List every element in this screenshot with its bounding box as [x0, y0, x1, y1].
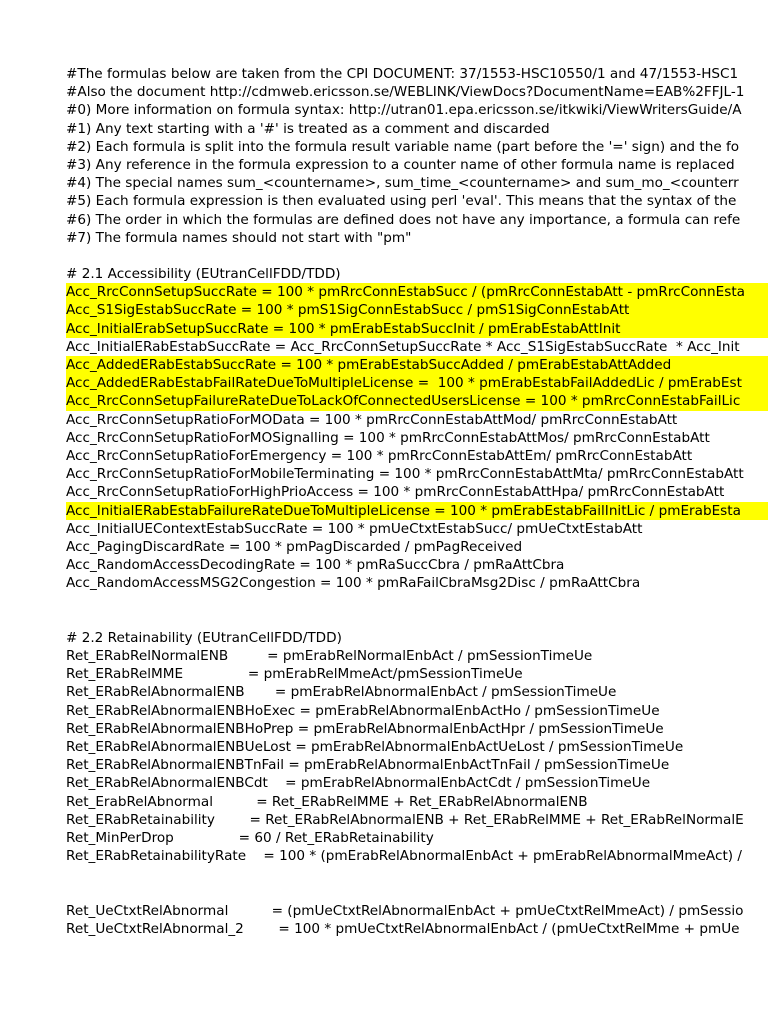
formula-line: Acc_RrcConnSetupRatioForMobileTerminating = 100 * pmRrcConnEstabAttMta/ pmRrcConnEstabAtt: [66, 466, 744, 483]
comment-line: #5) Each formula expression is then evaluated using perl 'eval'. This means that the syntax of the: [66, 193, 737, 210]
formula-line: Ret_MinPerDrop = 60 / Ret_ERabRetainability: [66, 829, 434, 846]
formula-line: Acc_RrcConnSetupRatioForMOSignalling = 100 * pmRrcConnEstabAttMos/ pmRrcConnEstabAtt: [66, 429, 710, 446]
formula-line: Ret_ERabRelMME = pmErabRelMmeAct/pmSessionTimeUe: [66, 666, 523, 683]
highlighted-formula-line: Acc_InitialERabEstabFailureRateDueToMultipleLicense = 100 * pmErabEstabFailInitLic / pmErabEsta: [66, 502, 768, 520]
highlighted-formula-line: Acc_S1SigEstabSuccRate = 100 * pmS1SigConnEstabSucc / pmS1SigConnEstabAtt: [66, 301, 768, 319]
comment-line: #3) Any reference in the formula expression to a counter name of other formula name is replaced: [66, 156, 735, 173]
highlighted-formula-line: Acc_AddedERabEstabSuccRate = 100 * pmErabEstabSuccAdded / pmErabEstabAttAdded: [66, 356, 768, 374]
highlighted-formula-line: Acc_InitialErabSetupSuccRate = 100 * pmErabEstabSuccInit / pmErabEstabAttInit: [66, 320, 768, 338]
highlighted-formula-line: Acc_RrcConnSetupFailureRateDueToLackOfConnectedUsersLicense = 100 * pmRrcConnEstabFailLic: [66, 392, 768, 410]
formula-line: Ret_UeCtxtRelAbnormal_2 = 100 * pmUeCtxtRelAbnormalEnbAct / (pmUeCtxtRelMme + pmUe: [66, 920, 740, 937]
formula-line: Ret_ERabRelAbnormalENBTnFail = pmErabRelAbnormalEnbActTnFail / pmSessionTimeUe: [66, 757, 670, 774]
comment-line: #4) The special names sum_<countername>, sum_time_<countername> and sum_mo_<counterr: [66, 175, 739, 192]
formula-document: [66, 65, 768, 938]
comment-line: #The formulas below are taken from the CPI DOCUMENT: 37/1553-HSC10550/1 and 47/1553-HSC1: [66, 66, 739, 82]
formula-line: Ret_ERabRelAbnormalENBHoPrep = pmErabRelAbnormalEnbActHpr / pmSessionTimeUe: [66, 720, 664, 737]
highlighted-formula-line: Acc_RrcConnSetupSuccRate = 100 * pmRrcConnEstabSucc / (pmRrcConnEstabAtt - pmRrcConnEsta: [66, 283, 768, 301]
formula-line: Acc_RandomAccessDecodingRate = 100 * pmRaSuccCbra / pmRaAttCbra: [66, 557, 565, 574]
formula-line: Ret_ERabRelAbnormalENBCdt = pmErabRelAbnormalEnbActCdt / pmSessionTimeUe: [66, 775, 651, 792]
formula-line: Ret_ERabRelAbnormalENBUeLost = pmErabRelAbnormalEnbActUeLost / pmSessionTimeUe: [66, 738, 684, 755]
formula-line: Acc_RandomAccessMSG2Congestion = 100 * pmRaFailCbraMsg2Disc / pmRaAttCbra: [66, 575, 641, 592]
formula-line: Ret_ERabRelNormalENB = pmErabRelNormalEnbAct / pmSessionTimeUe: [66, 648, 593, 664]
formula-line: Acc_PagingDiscardRate = 100 * pmPagDiscarded / pmPagReceived: [66, 538, 523, 555]
formula-line: Acc_RrcConnSetupRatioForEmergency = 100 * pmRrcConnEstabAttEm/ pmRrcConnEstabAtt: [66, 447, 693, 464]
formula-line: Ret_ERabRetainabilityRate = 100 * (pmErabRelAbnormalEnbAct + pmErabRelAbnormalMmeAct) /: [66, 848, 743, 865]
highlighted-formula-line: Acc_AddedERabEstabFailRateDueToMultipleLicense = 100 * pmErabEstabFailAddedLic / pmErabEst: [66, 374, 768, 392]
comment-line: #Also the document http://cdmweb.ericsson.se/WEBLINK/ViewDocs?DocumentName=EAB%2FFJL-1: [66, 84, 745, 101]
formula-line: Acc_RrcConnSetupRatioForHighPrioAccess = 100 * pmRrcConnEstabAttHpa/ pmRrcConnEstabAtt: [66, 484, 725, 501]
formula-line: Ret_ERabRelAbnormalENBHoExec = pmErabRelAbnormalEnbActHo / pmSessionTimeUe: [66, 702, 660, 719]
comment-line: # 2.1 Accessibility (EUtranCellFDD/TDD): [66, 266, 341, 283]
blank-line: [66, 883, 768, 901]
comment-line: #6) The order in which the formulas are defined does not have any importance, a formula can refe: [66, 211, 741, 228]
comment-line: #7) The formula names should not start with "pm": [66, 229, 412, 246]
blank-line: [66, 611, 768, 629]
blank-line: [66, 592, 768, 610]
formula-line: Ret_ERabRetainability = Ret_ERabRelAbnormalENB + Ret_ERabRelMME + Ret_ERabRelNormalE: [66, 811, 744, 828]
formula-line: Ret_ERabRelAbnormalENB = pmErabRelAbnormalEnbAct / pmSessionTimeUe: [66, 684, 617, 701]
comment-line: # 2.2 Retainability (EUtranCellFDD/TDD): [66, 629, 342, 646]
blank-line: [66, 865, 768, 883]
formula-line: Acc_RrcConnSetupRatioForMOData = 100 * pmRrcConnEstabAttMod/ pmRrcConnEstabAtt: [66, 411, 678, 428]
formula-line: Acc_InitialUEContextEstabSuccRate = 100 * pmUeCtxtEstabSucc/ pmUeCtxtEstabAtt: [66, 520, 643, 537]
formula-line: Acc_InitialERabEstabSuccRate = Acc_RrcConnSetupSuccRate * Acc_S1SigEstabSuccRate * Acc_Init: [66, 338, 740, 355]
comment-line: #1) Any text starting with a '#' is treated as a comment and discarded: [66, 120, 550, 137]
blank-line: [66, 247, 768, 265]
comment-line: #0) More information on formula syntax: http://utran01.epa.ericsson.se/itkwiki/ViewWritersGuide/A: [66, 102, 742, 119]
formula-line: Ret_ErabRelAbnormal = Ret_ERabRelMME + Ret_ERabRelAbnormalENB: [66, 793, 588, 810]
formula-line: Ret_UeCtxtRelAbnormal = (pmUeCtxtRelAbnormalEnbAct + pmUeCtxtRelMmeAct) / pmSessio: [66, 902, 744, 919]
comment-line: #2) Each formula is split into the formula result variable name (part before the '=' sign) and the fo: [66, 138, 740, 155]
